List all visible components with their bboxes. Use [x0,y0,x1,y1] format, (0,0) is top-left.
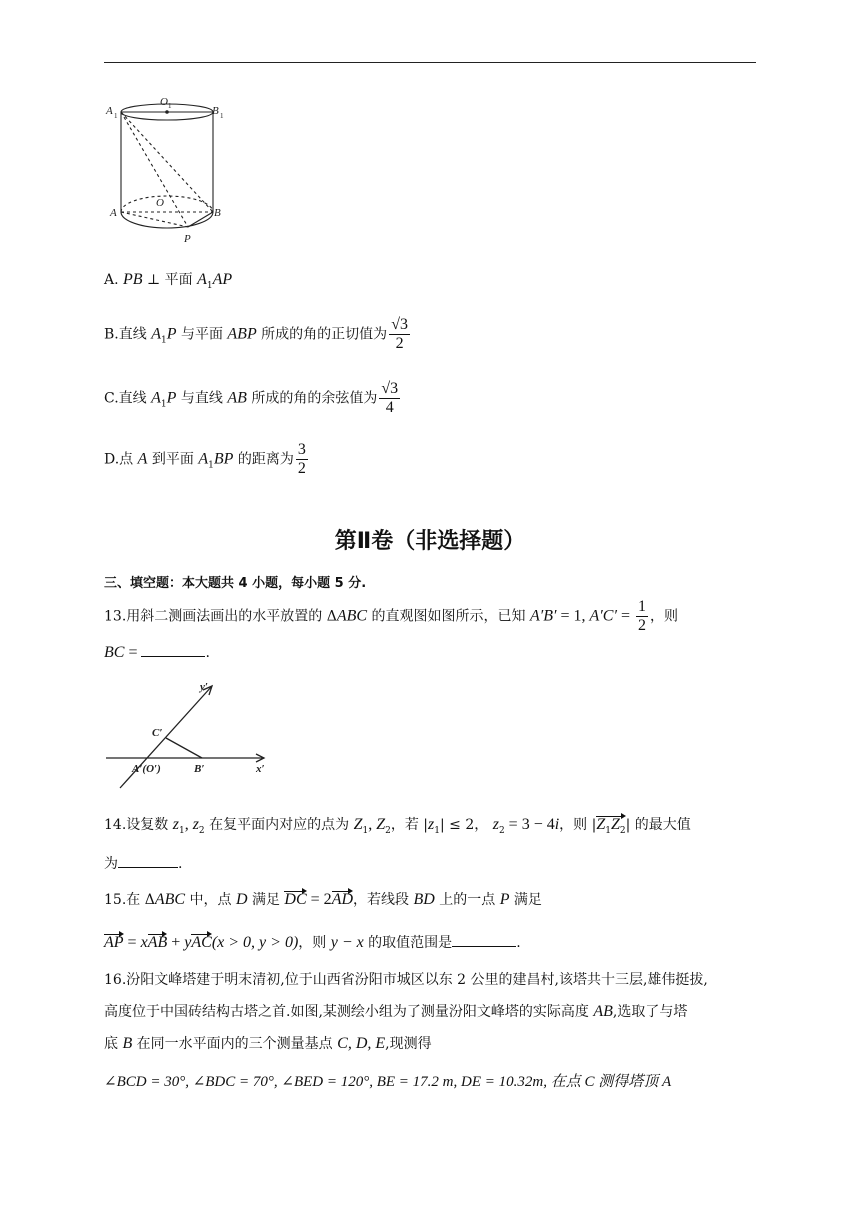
question-14: 14.设复数 $z_1$, $z_2$ 在复平面内对应的点为 $Z_1$, $Z_2$，若 $|z_1| \le 2$， $z_2 = 3 - 4i$，则 $|Z_1Z_2|$ 的最大值 [104,815,691,841]
question-15-cont: AP = xAB + yAC(x > 0, y > 0)，则 y − x 的取值范围是 . [104,934,521,951]
svg-text:1: 1 [220,112,224,120]
answer-blank[interactable] [452,932,516,947]
cylinder-figure [104,92,234,252]
label-b-prime: B′ [194,763,205,775]
label-c-prime: C′ [152,727,163,739]
option-b: B.直线 $A_1P$ 与平面 ABP 所成的角的正切值为 $\frac{√3}{2}$ [104,316,408,352]
label-o: O [156,197,164,209]
label-p: P [184,233,191,245]
answer-blank[interactable] [118,853,178,868]
question-15: 15.在 ΔABC 中，点 D 满足 DC = 2AD，若线段 BD 上的一点 P 满足 [104,891,542,908]
question-16-line2: 高度位于中国砖结构古塔之首.如图,某测绘小组为了测量汾阳文峰塔的实际高度 AB,选取了与塔 [104,1003,688,1020]
section-heading: 三、填空题：本大题共 4 小题，每小题 5 分. [104,576,367,591]
label-b: B [214,207,221,219]
answer-blank[interactable] [141,642,205,657]
label-o1: O [160,96,168,108]
section-title: 第Ⅱ卷（非选择题） [334,529,526,554]
label-b1: B [212,105,219,117]
option-d: D.点 A 到平面 $A_1BP$ 的距离为 $\frac{3}{2}$ [104,441,306,477]
oblique-axes-figure [104,676,284,794]
option-c: C.直线 $A_1P$ 与直线 AB 所成的角的余弦值为 $\frac{√3}{4}$ [104,380,399,416]
question-14-answer: 为 . [104,853,182,874]
header-rule [104,62,756,63]
label-a-prime: A′(O′) [132,763,161,775]
question-16-line1: 16.汾阳文峰塔建于明末清初,位于山西省汾阳市城区以东 2 公里的建昌村,该塔共十三层,雄伟挺拔, [104,972,708,988]
question-13: 13.用斜二测画法画出的水平放置的 ΔABC 的直观图如图所示，已知 A′B′ = 1, A′C′ = $\frac{1}{2}$ ，则 [104,598,679,634]
svg-text:1: 1 [114,112,118,120]
label-x-axis: x′ [256,763,265,775]
question-16-line3: 底 B 在同一水平面内的三个测量基点 C, D, E,现测得 [104,1035,432,1052]
label-a1: A [106,105,113,117]
question-13-answer: BC = . [104,644,210,661]
option-a: A. PB ⊥ 平面 $A_1AP$ [104,271,233,291]
svg-text:1: 1 [168,102,172,110]
label-y-axis: y′ [200,681,208,693]
label-a: A [110,207,117,219]
question-16-line4: ∠BCD = 30°, ∠BDC = 70°, ∠BED = 120°, BE = 17.2 m, DE = 10.32m, 在点 C 测得塔顶 A [104,1074,672,1090]
